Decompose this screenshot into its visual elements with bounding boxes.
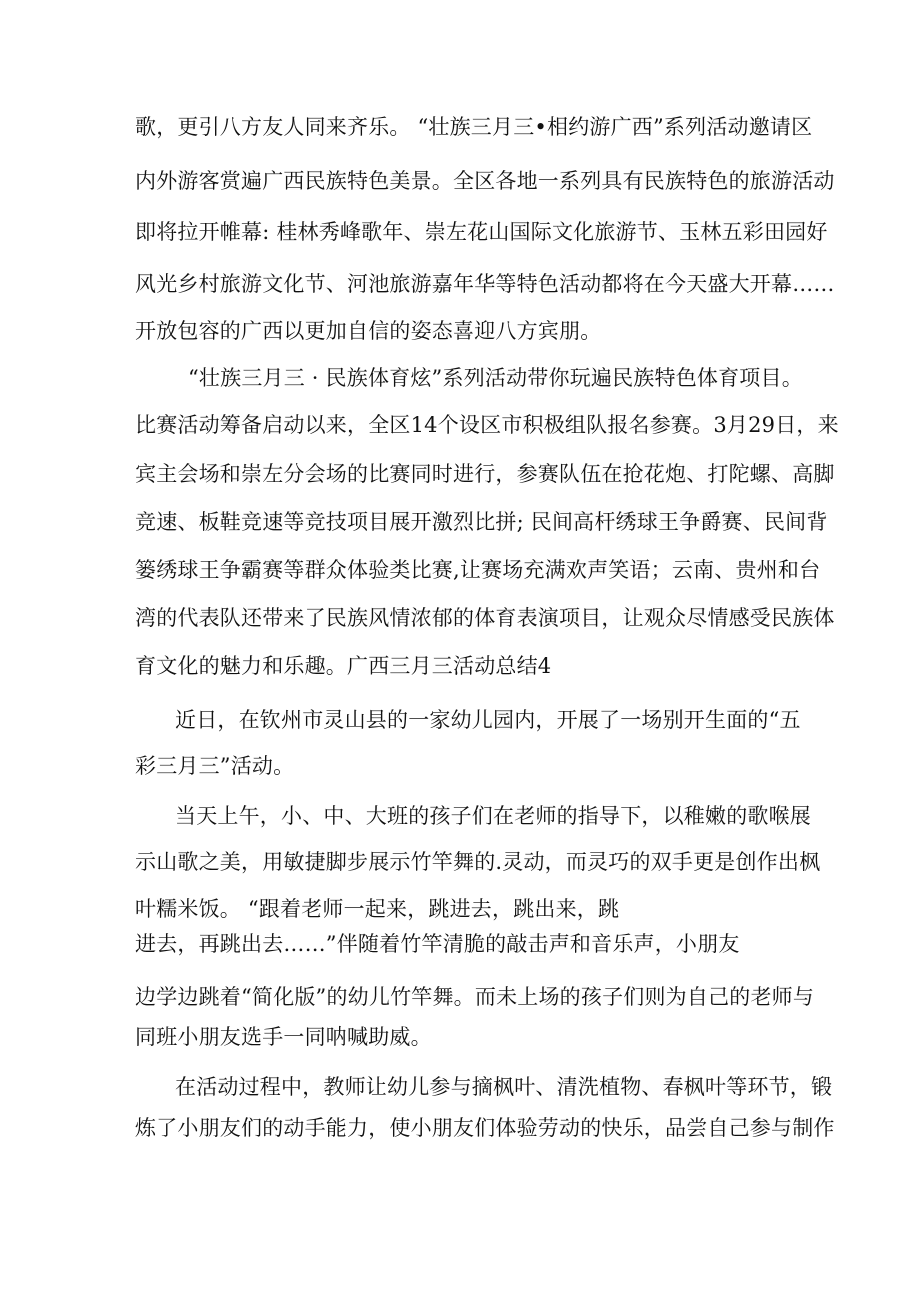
text-line: 歌，更引八方友人同来齐乐。 “壮族三月三•相约游广西”系列活动邀请区 bbox=[135, 115, 813, 139]
text-line: 篓绣球王争霸赛等群众体验类比赛,让赛场充满欢声笑语；云南、贵州和台 bbox=[135, 558, 821, 582]
text-line: 竞速、板鞋竞速等竞技项目展开激烈比拼; 民间高杆绣球王争爵赛、民间背 bbox=[135, 510, 828, 534]
text-line: 内外游客赏遍广西民族特色美景。全区各地一系列具有民族特色的旅游活动 bbox=[135, 169, 835, 193]
text-line: 风光乡村旅游文化节、河池旅游嘉年华等特色活动都将在今天盛大开幕…… bbox=[135, 272, 835, 296]
paragraph-start-line: 在活动过程中，教师让幼儿参与摘枫叶、清洗植物、春枫叶等环节，锻 bbox=[175, 1075, 833, 1099]
text-line: 彩三月三”活动。 bbox=[135, 754, 295, 778]
text-line: 示山歌之美，用敏捷脚步展示竹竿舞的.灵动，而灵巧的双手更是创作出枫 bbox=[135, 850, 821, 874]
text-line: 开放包容的广西以更加自信的姿态喜迎八方宾朋。 bbox=[135, 319, 602, 343]
text-line: 宾主会场和崇左分会场的比赛同时进行，参赛队伍在抢花炮、打陀螺、高脚 bbox=[135, 462, 835, 486]
text-line: 炼了小朋友们的动手能力，使小朋友们体验劳动的快乐，品尝自己参与制作 bbox=[135, 1116, 835, 1140]
paragraph-start-line: “壮族三月三 · 民族体育炫”系列活动带你玩遍民族特色体育项目。 bbox=[188, 366, 803, 390]
text-line: 湾的代表队还带来了民族风情浓郁的体育表演项目，让观众尽情感受民族体 bbox=[135, 606, 835, 630]
text-line: 同班小朋友选手一同呐喊助威。 bbox=[135, 1025, 432, 1049]
text-line: 边学边跳着“简化版”的幼儿竹竿舞。而未上场的孩子们则为自己的老师与 bbox=[135, 985, 815, 1009]
text-line: 叶糯米饭。 “跟着老师一起来，跳进去，跳出来，跳 bbox=[135, 897, 620, 921]
text-line: 比赛活动筹备启动以来，全区14个设区市积极组队报名参赛。3月29日，来 bbox=[135, 413, 839, 437]
paragraph-start-line: 近日，在钦州市灵山县的一家幼儿园内，开展了一场别开生面的“五 bbox=[175, 708, 801, 732]
text-line: 即将拉开帷幕: 桂林秀峰歌年、崇左花山国际文化旅游节、玉林五彩田园好 bbox=[135, 220, 828, 244]
paragraph-start-line: 当天上午，小、中、大班的孩子们在老师的指导下，以稚嫩的歌喉展 bbox=[175, 804, 811, 828]
text-line: 育文化的魅力和乐趣。广西三月三活动总结4 bbox=[135, 654, 552, 678]
text-line: 进去，再跳出去……”伴随着竹竿清脆的敲击声和音乐声，小朋友 bbox=[135, 932, 740, 956]
